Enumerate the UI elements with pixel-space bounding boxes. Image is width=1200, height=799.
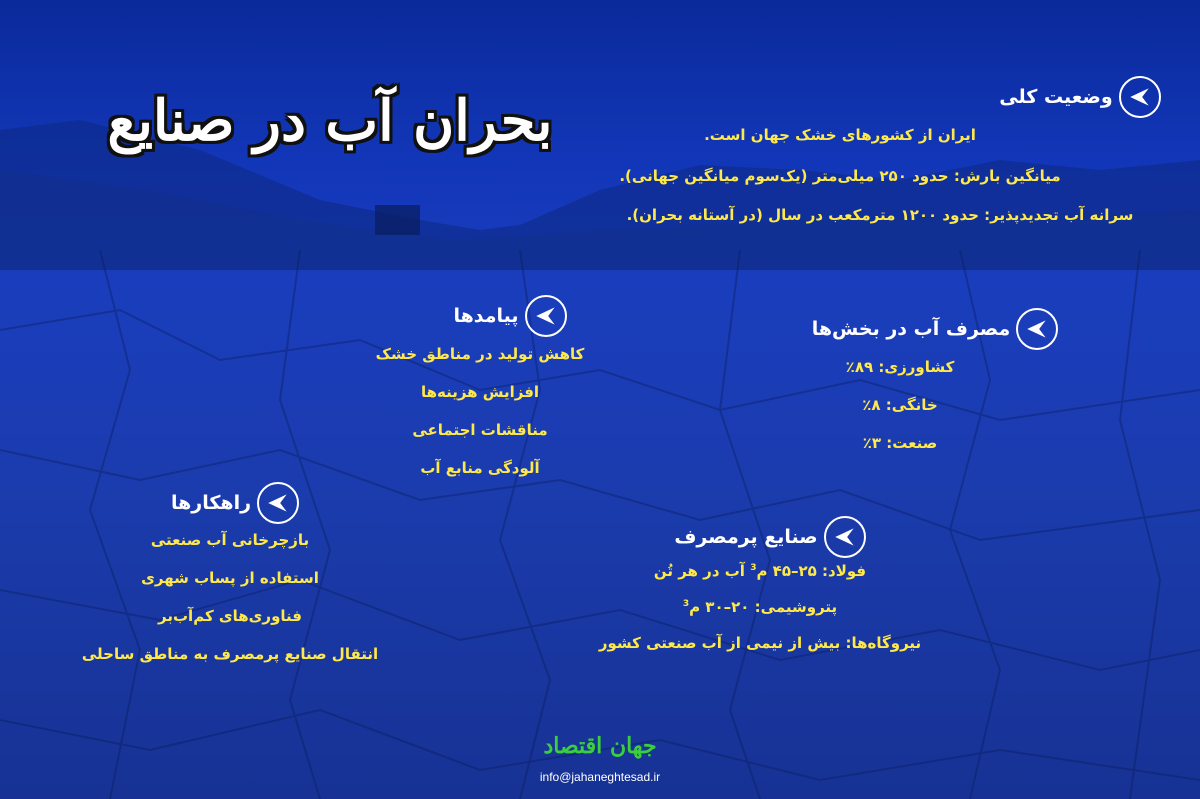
industries-line-power: نیروگاه‌ها: بیش از نیمی از آب صنعتی کشور bbox=[598, 634, 922, 652]
industries-line-steel bbox=[540, 562, 980, 580]
industries-lines bbox=[540, 556, 980, 652]
status-line-2: میانگین بارش: حدود ۲۵۰ میلی‌متر (یک‌سوم میانگین جهانی). bbox=[619, 167, 1061, 185]
industries-line-petrochem bbox=[540, 598, 980, 616]
consequences-line: افزایش هزینه‌ها bbox=[420, 383, 540, 401]
section-solutions bbox=[160, 482, 310, 524]
section-consequences-heading bbox=[440, 295, 580, 337]
usage-line: کشاورزی: ۸۹٪ bbox=[845, 358, 955, 376]
brand-logo-text: جهان اقتصاد bbox=[543, 733, 657, 759]
superscript: 3 bbox=[682, 599, 690, 609]
page-title: بحران آب در صنایع bbox=[107, 88, 553, 154]
arrow-left-icon bbox=[1016, 308, 1058, 350]
section-solutions-heading bbox=[160, 482, 310, 524]
status-line-3: سرانه آب تجدیدپذیر: حدود ۱۲۰۰ مترمکعب در سال (در آستانه بحران). bbox=[626, 206, 1134, 224]
arrow-left-icon bbox=[525, 295, 567, 337]
section-industries-heading bbox=[670, 516, 870, 558]
usage-line: صنعت: ۳٪ bbox=[862, 434, 938, 452]
consequences-line: مناقشات اجتماعی bbox=[412, 421, 548, 439]
superscript: 3 bbox=[750, 563, 757, 573]
industries-line-steel-text: فولاد: ۲۵–۴۵ م bbox=[756, 562, 867, 580]
section-consequences bbox=[440, 295, 580, 337]
section-usage bbox=[805, 308, 1065, 350]
consequences-line: کاهش تولید در مناطق خشک bbox=[375, 345, 585, 363]
solutions-line: بازچرخانی آب صنعتی bbox=[150, 531, 310, 549]
solutions-line: فناوری‌های کم‌آب‌بر bbox=[158, 607, 302, 625]
status-line-1: ایران از کشورهای خشک جهان است. bbox=[704, 126, 976, 144]
section-status-heading bbox=[820, 76, 1200, 118]
industries-line-steel-suffix: آب در هر تُن bbox=[653, 562, 751, 580]
industries-line-petrochem-text: پتروشیمی: ۲۰–۳۰ م bbox=[689, 598, 838, 616]
usage-lines bbox=[800, 350, 1000, 452]
arrow-left-icon bbox=[257, 482, 299, 524]
solutions-line: انتقال صنایع پرمصرف به مناطق ساحلی bbox=[81, 645, 379, 663]
brand-logo bbox=[520, 733, 680, 759]
heading-text: پیامدها bbox=[453, 305, 519, 327]
footer-email[interactable]: info@jahaneghtesad.ir bbox=[539, 770, 661, 784]
heading-text: صنایع پرمصرف bbox=[674, 526, 818, 548]
arrow-left-icon bbox=[1119, 76, 1161, 118]
heading-text: مصرف آب در بخش‌ها bbox=[811, 318, 1011, 340]
section-status bbox=[820, 76, 1200, 118]
consequences-lines bbox=[340, 335, 620, 477]
arrow-left-icon bbox=[824, 516, 866, 558]
section-industries bbox=[670, 516, 870, 558]
section-usage-heading bbox=[805, 308, 1065, 350]
usage-line: خانگی: ۸٪ bbox=[862, 396, 938, 414]
solutions-lines bbox=[30, 523, 430, 663]
consequences-line: آلودگی منابع آب bbox=[420, 459, 540, 477]
solutions-line: استفاده از پساب شهری bbox=[141, 569, 319, 587]
heading-text: راهکارها bbox=[170, 492, 252, 514]
heading-text: وضعیت کلی bbox=[999, 86, 1113, 108]
